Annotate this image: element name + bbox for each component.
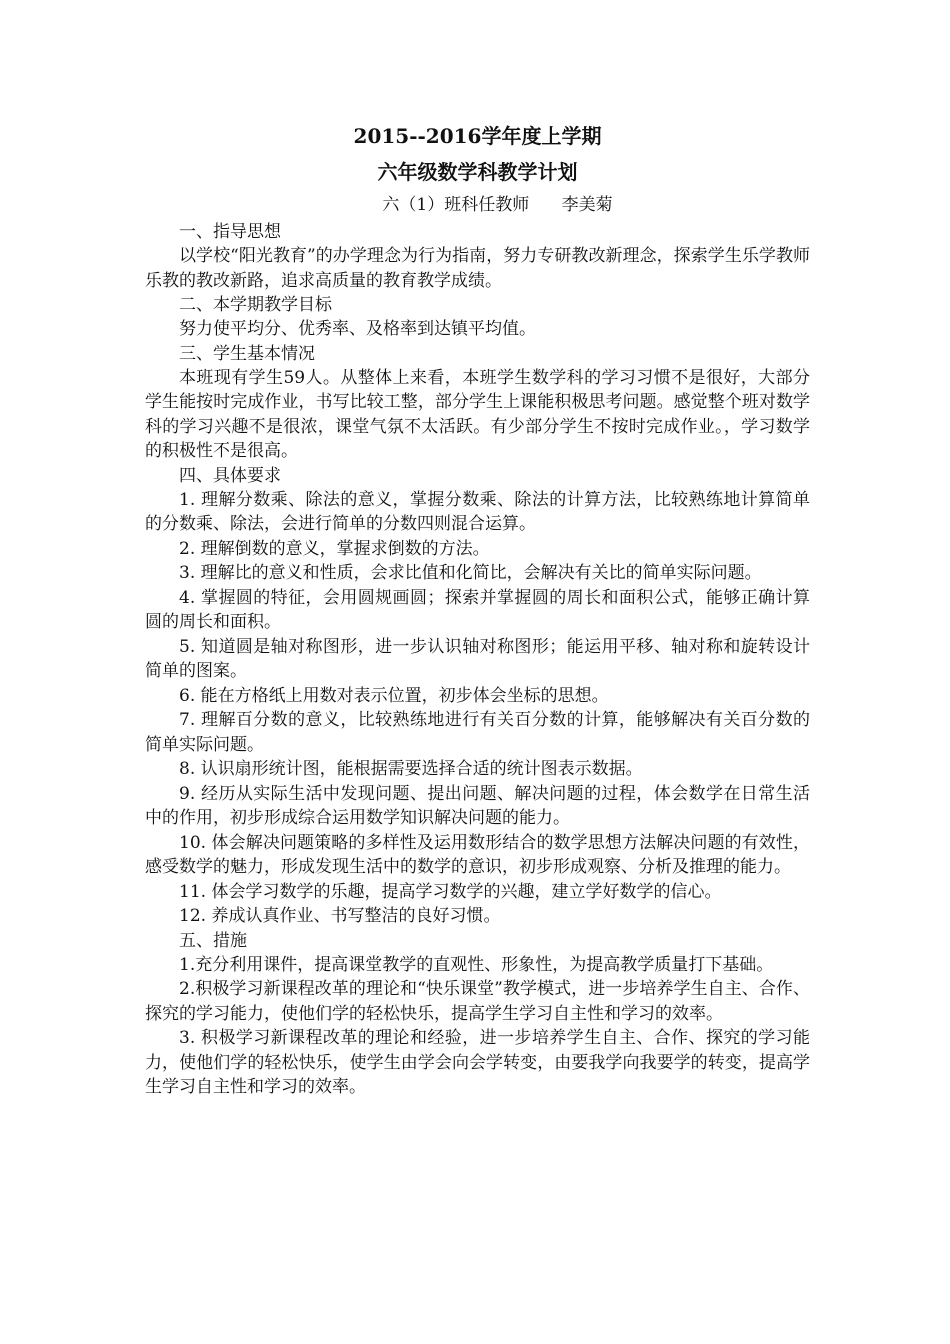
section-paragraph: 4. 掌握圆的特征，会用圆规画圆；探索并掌握圆的周长和面积公式，能够正确计算圆的周长和面积。 [145, 587, 810, 632]
document-title-year: 2015--2016学年度上学期 [353, 124, 602, 148]
section-paragraph: 1. 理解分数乘、除法的意义，掌握分数乘、除法的计算方法，比较熟练地计算简单的分数乘、除法，会进行简单的分数四则混合运算。 [145, 489, 810, 534]
section-paragraph: 努力使平均分、优秀率、及格率到达镇平均值。 [179, 319, 536, 339]
document-title-subject: 六年级数学科教学计划 [377, 160, 578, 184]
section-paragraph: 9. 经历从实际生活中发现问题、提出问题、解决问题的过程，体会数学在日常生活中的作用，初步形成综合运用数学知识解决问题的能力。 [145, 783, 810, 828]
section-paragraph: 12. 养成认真作业、书写整洁的良好习惯。 [179, 906, 501, 926]
section-heading: 五、措施 [179, 930, 247, 951]
section-paragraph: 以学校“阳光教育”的办学理念为行为指南，努力专研教改新理念，探索学生乐学教师乐教的教改新路，追求高质量的教育教学成绩。 [145, 246, 810, 291]
section-paragraph: 6. 能在方格纸上用数对表示位置，初步体会坐标的思想。 [179, 685, 609, 706]
section-heading: 四、具体要求 [179, 465, 281, 486]
section [145, 929, 810, 1100]
section-paragraph: 3. 积极学习新课程改革的理论和经验，进一步培养学生自主、合作、探究的学习能力，使他们学的轻松快乐，使学生由学会向会学转变，由要我学向我要学的转变，提高学生学习自主性和学习的效率。 [145, 1028, 810, 1097]
section [145, 293, 810, 342]
section-paragraph: 5. 知道圆是轴对称图形，进一步认识轴对称图形；能运用平移、轴对称和旋转设计简单的图案。 [145, 636, 810, 681]
section [145, 220, 810, 293]
document-byline: 六（1）班科任教师 李美菊 [382, 195, 613, 215]
section-paragraph: 2.积极学习新课程改革的理论和“快乐课堂”教学模式，进一步培养学生自主、合作、探究的学习能力，使他们学的轻松快乐，提高学生学习自主性和学习的效率。 [145, 979, 810, 1024]
section-heading: 一、指导思想 [179, 222, 281, 242]
section-paragraph: 11. 体会学习数学的乐趣，提高学习数学的兴趣，建立学好数学的信心。 [179, 881, 722, 902]
section-paragraph: 7. 理解百分数的意义，比较熟练地进行有关百分数的计算，能够解决有关百分数的简单实际问题。 [145, 710, 810, 755]
document-sections [145, 220, 810, 1100]
section [145, 342, 810, 464]
section-paragraph: 本班现有学生59人。从整体上来看，本班学生数学科的学习习惯不是很好，大部分学生能按时完成作业，书写比较工整，部分学生上课能积极思考问题。感觉整个班对数学科的学习兴趣不是很浓，课堂气氛不太活跃。有少部分学生不按时完成作业。，学习数学的积极性不是很高。 [145, 367, 810, 461]
section-paragraph: 1.充分利用课件，提高课堂教学的直观性、形象性，为提高教学质量打下基础。 [179, 954, 774, 975]
section-heading: 三、学生基本情况 [179, 343, 315, 364]
section-paragraph: 8. 认识扇形统计图，能根据需要选择合适的统计图表示数据。 [179, 759, 643, 779]
section-paragraph: 10. 体会解决问题策略的多样性及运用数形结合的数学思想方法解决问题的有效性，感受数学的魅力，形成发现生活中的数学的意识，初步形成观察、分析及推理的能力。 [145, 832, 810, 877]
section-paragraph: 3. 理解比的意义和性质，会求比值和化简比，会解决有关比的简单实际问题。 [179, 563, 762, 583]
section [145, 464, 810, 929]
section-heading: 二、本学期教学目标 [179, 295, 332, 315]
document-content [145, 122, 810, 1100]
section-paragraph: 2. 理解倒数的意义，掌握求倒数的方法。 [179, 538, 490, 559]
